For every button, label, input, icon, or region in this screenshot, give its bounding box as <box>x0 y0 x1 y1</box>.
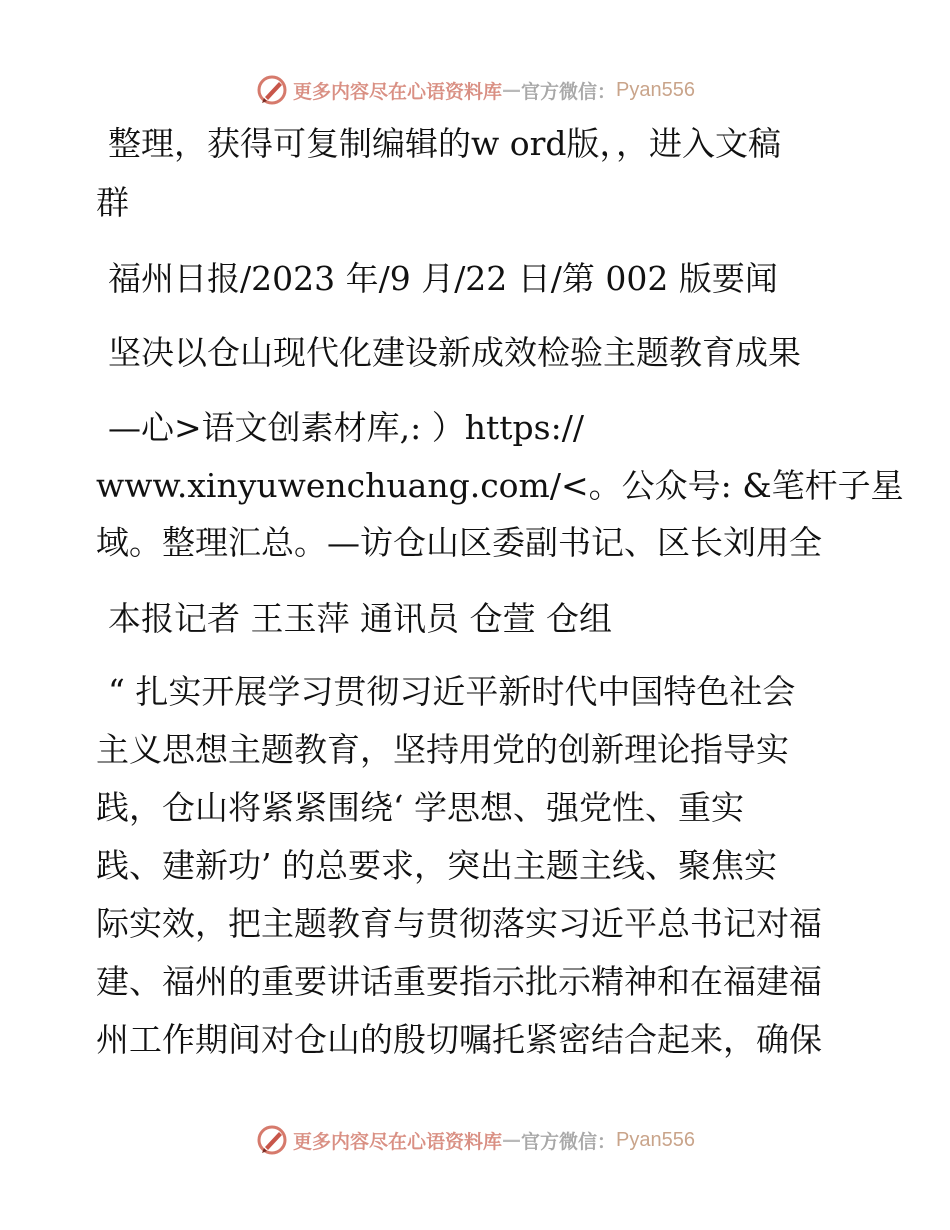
footer-wechat-label: 官方微信： <box>521 1130 617 1153</box>
brush-logo-icon <box>255 73 289 107</box>
doc-line: 坚决以仓山现代化建设新成效检验主题教育成果 <box>108 333 801 372</box>
doc-line: 建、福州的重要讲话重要指示批示精神和在福建福 <box>96 962 822 1001</box>
doc-line: 际实效，把主题教育与贯彻落实习近平总书记对福 <box>96 904 822 943</box>
doc-line: “ 扎实开展学习贯彻习近平新时代中国特色社会 <box>108 672 796 711</box>
header-watermark-banner <box>0 70 950 110</box>
footer-wechat-id: Pyan556 <box>616 1128 695 1151</box>
doc-line: 福州日报/2023 年/9 月/22 日/第 002 版要闻 <box>108 259 778 298</box>
doc-line: —心>语文创素材库,: ）https:// <box>108 408 584 447</box>
doc-line: 州工作期间对仓山的殷切嘱托紧密结合起来，确保 <box>96 1020 822 1059</box>
footer-watermark-banner <box>0 1120 950 1160</box>
doc-line: www.xinyuwenchuang.com/<。公众号: &笔杆子星 <box>96 466 904 505</box>
header-site-name: 更多内容尽在心语资料库 <box>293 80 503 103</box>
brush-logo-icon <box>255 1123 289 1157</box>
doc-line: 践、建新功’ 的总要求，突出主题主线、聚焦实 <box>96 846 777 885</box>
header-separator: — <box>502 79 522 101</box>
header-wechat-id: Pyan556 <box>616 78 695 101</box>
doc-line: 群 <box>96 183 129 222</box>
footer-site-name: 更多内容尽在心语资料库 <box>293 1130 503 1153</box>
doc-line: 域。整理汇总。—访仓山区委副书记、区长刘用全 <box>96 523 822 562</box>
doc-line: 本报记者 王玉萍 通讯员 仓萱 仓组 <box>108 599 612 638</box>
doc-line: 整理，获得可复制编辑的w ord版，，进入文稿 <box>108 124 782 163</box>
footer-separator: — <box>502 1129 522 1151</box>
doc-line: 主义思想主题教育，坚持用党的创新理论指导实 <box>96 730 789 769</box>
doc-line: 践，仓山将紧紧围绕‘ 学思想、强党性、重实 <box>96 788 744 827</box>
header-wechat-label: 官方微信： <box>521 80 617 103</box>
